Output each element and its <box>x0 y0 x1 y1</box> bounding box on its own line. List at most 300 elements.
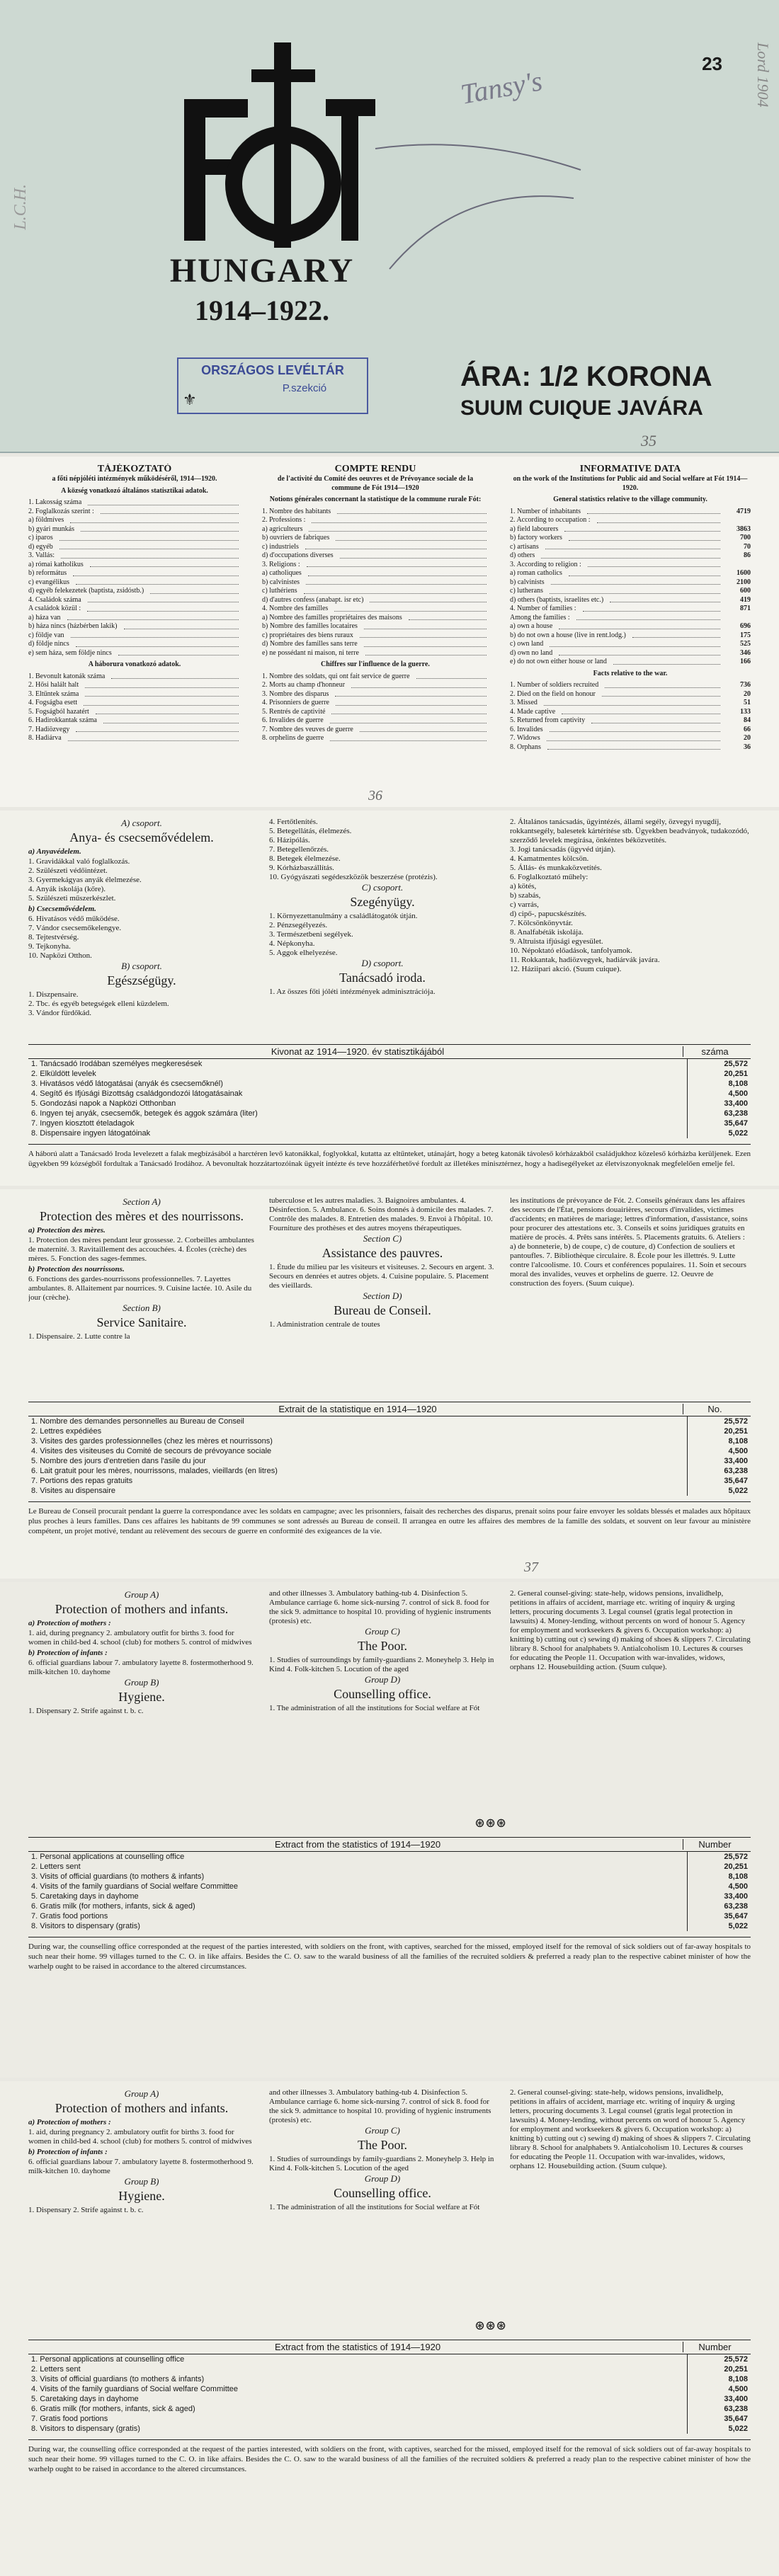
en-group: Group B) <box>124 1677 159 1688</box>
en-war-item-label: 4. Made captive <box>510 707 556 716</box>
en2-group: Group D) <box>364 2173 401 2184</box>
fr-item-label: d) d'autres confess (anabapt. isr etc) <box>262 595 364 604</box>
dot-leader <box>67 614 239 621</box>
en-li: 1. aid, during pregnancy 2. ambulatory outfit for births 3. food for women in child-bed 4. school (club) for mothers 5. control of midwives <box>28 1629 252 1647</box>
fr-table-row <box>28 1426 751 1436</box>
column-fr <box>262 464 489 743</box>
hu-item-label: a) római katholikus <box>28 560 84 568</box>
hu-table-row <box>28 1118 751 1128</box>
en-li: 1. Studies of surroundings by family-guardians 2. Moneyhelp 3. Help in Kind 4. Folk-kitchen 5. Locution of the aged <box>269 1656 494 1673</box>
hu-table-row <box>28 1099 751 1109</box>
fr-row-label: 5. Nombre des jours d'entretien dans l'asile du jour <box>31 1457 206 1465</box>
hu-group: A) csoport. <box>121 818 162 828</box>
en-war-item-value: 66 <box>744 725 751 733</box>
en-row-label: 4. Visits of the family guardians of Social welfare Committee <box>31 1882 239 1891</box>
hu-li: 4. Kamatmentes kölcsön. <box>510 854 589 863</box>
dot-leader <box>330 734 487 741</box>
dot-leader <box>90 561 239 568</box>
fr-row-label: 1. Nombre des demandes personnelles au Bureau de Conseil <box>31 1417 244 1426</box>
fr-row-value: 20,251 <box>687 1426 751 1436</box>
hu-war-item-row <box>28 672 241 682</box>
hu-item-label: 3. Vallás: <box>28 551 55 559</box>
fr-table-row <box>28 1416 751 1426</box>
fr-item-row <box>262 631 489 641</box>
hu-row-label: 7. Ingyen kiosztott ételadagok <box>31 1119 135 1128</box>
hu-row-value: 5,022 <box>687 1128 751 1138</box>
fr-item-row <box>262 614 489 623</box>
dot-leader <box>85 681 239 688</box>
fr-row-label: 6. Lait gratuit pour les mères, nourrissons, malades, vieillards (en litres) <box>31 1467 278 1475</box>
en-li: 2. General counsel-giving: state-help, widows pensions, invalidhelp, petitions in affairs of accident, marriage etc. writing of inquiry & urging letters, procuring documents 3. Legal counsel (gratis legal protection in lawsuits) 4. Money-lending, without percents on word of honour 5. Agency for employment and workseekers & givers 6. Occupation workshop: a) knitting b) cutting out c) sewing d) making of shoes & slippers 7. Circulating library 8. School for analphabets 9. Antialcoholism 10. Lectures & courses for educating the People 11. Occupation with war-invalides, widows, orphans 12. Housebuilding action. (Suum culque). <box>510 1589 751 1671</box>
fr-group: Section A) <box>123 1196 161 1207</box>
en-war-item-label: 7. Widows <box>510 734 540 742</box>
hu-li: 2. Általános tanácsadás, ügyintézés, állami segély, özvegyi nyugdíj, rokkantsegély, balesetek kártérítése stb. Ügyekben beadványok, tudakozódó, szerződő levelek megírása, önkéntes béközvetítés. <box>510 818 749 845</box>
fr-row-label: 7. Portions des repas gratuits <box>31 1477 133 1485</box>
en2-table-row <box>28 2404 751 2414</box>
hu-row-value: 4,500 <box>687 1089 751 1099</box>
fr-heading: Notions générales concernant la statistique de la commune rurale Fót: <box>269 496 482 503</box>
hu-li: 1. Az összes főti jóléti intézmények adminisztrációja. <box>269 988 436 996</box>
dot-leader <box>118 649 239 656</box>
hu-item-label: A családok közül : <box>28 605 81 612</box>
fr-item-label: b) ouvriers de fabriques <box>262 534 330 542</box>
column-en <box>510 464 751 752</box>
dot-leader <box>312 516 487 523</box>
en-war-item-row <box>510 699 751 708</box>
dot-leader <box>336 534 487 541</box>
en-war-item-row <box>510 716 751 726</box>
hu-row-label: 8. Dispensaire ingyen látogatóinak <box>31 1129 151 1138</box>
dot-leader <box>550 587 720 594</box>
dot-leader <box>306 578 487 585</box>
dot-leader <box>610 596 720 603</box>
hu-li: 5. Állás- és munkaközvetítés. <box>510 864 602 872</box>
en2-table-row <box>28 2384 751 2394</box>
en2-sec: b) Protection of infants : <box>28 2148 108 2156</box>
en-row-value: 4,500 <box>687 1882 751 1891</box>
hu-item-label: c) földje van <box>28 631 64 639</box>
en-table-heading: Extract from the statistics of 1914—1920 <box>274 1839 441 1850</box>
hu-table-row <box>28 1109 751 1118</box>
hu-item-label: b) református <box>28 569 67 577</box>
dot-leader <box>605 681 720 688</box>
fr-groups-col3 <box>510 1196 751 1288</box>
en-title: The Poor. <box>358 1639 407 1653</box>
fr-group: Section B) <box>123 1303 161 1313</box>
dot-leader <box>337 508 487 515</box>
hu-li: b) szabás, <box>510 891 541 900</box>
en-item-label: Among the families : <box>510 613 570 622</box>
hu-li: c) varrás, <box>510 900 539 909</box>
en-item-value: 871 <box>740 605 751 612</box>
en-item-label: b) factory workers <box>510 534 562 542</box>
hu-item-label: c) evangélikus <box>28 578 70 586</box>
en-heading: General statistics relative to the village community. <box>553 496 707 503</box>
en2-table-heading: Extract from the statistics of 1914—1920 <box>274 2342 441 2352</box>
hu-table-row <box>28 1079 751 1089</box>
dot-leader <box>409 614 487 621</box>
hu-war-item-row <box>28 734 241 743</box>
en-war-item-value: 133 <box>740 707 751 716</box>
en-item-label: c) lutherans <box>510 587 543 595</box>
fr-war-item-row <box>262 690 489 699</box>
dot-leader <box>550 640 720 647</box>
hu-table-row <box>28 1069 751 1079</box>
en-item-value: 4719 <box>737 507 751 515</box>
cover-years: 1914–1922. <box>195 294 329 326</box>
fr-war-item-label: 6. Invalides de guerre <box>262 716 324 724</box>
en-item-value: 166 <box>740 658 751 665</box>
cover-page <box>0 0 779 453</box>
dot-leader <box>111 672 239 680</box>
en2-group: Group C) <box>365 2125 400 2136</box>
hu-item-label: d) egyéb <box>28 542 53 551</box>
fr-li: tuberculose et les autres maladies. 3. Baignoires ambulantes. 4. Désinfection. 5. Ambulance. 6. Soins donnés à domicile des malades. 7. Contrôle des malades. 8. Entretien des malades. 9. Envoi à l'hôpital. 10. Fourniture des prothèses et des autres moyens thérapeutiques. <box>269 1196 494 1232</box>
dot-leader <box>71 631 239 639</box>
hu-item-row <box>28 525 241 534</box>
hu-item-row <box>28 569 241 578</box>
hu-item-label: c) iparos <box>28 534 53 542</box>
hu-item-row <box>28 649 241 658</box>
en-table-row <box>28 1882 751 1891</box>
en-li: and other illnesses 3. Ambulatory bathing-tub 4. Disinfection 5. Ambulance carriage 6. home sick-nursing 7. control of sick 8. food for the sick 9. admittance to hospital 10. providing of hygienic instruments (protesis) etc. <box>269 1589 491 1625</box>
hu-li: 3. Gyermekágyas anyák élelmezése. <box>28 876 142 884</box>
dot-leader <box>76 726 239 733</box>
fr-war-item-row <box>262 716 489 726</box>
fr-item-row <box>262 508 489 517</box>
dot-leader <box>76 578 239 585</box>
fr-item-label: 2. Professions : <box>262 516 306 524</box>
en-row-label: 1. Personal applications at counselling office <box>31 1853 185 1861</box>
fr-item-row <box>262 516 489 525</box>
hu-table-row <box>28 1089 751 1099</box>
en-title: INFORMATIVE DATA <box>579 464 681 474</box>
fr-item-row <box>262 605 489 614</box>
hu-item-label: a) földmíves <box>28 516 64 524</box>
hu-item-row <box>28 561 241 570</box>
en-table-row <box>28 1872 751 1882</box>
hu-heading: A község vonatkozó általános statisztikai adatok. <box>61 486 208 495</box>
hu-war-item-label: 6. Hadirokkantak száma <box>28 716 97 724</box>
hu-table-body <box>28 1059 751 1138</box>
fr-group: Section D) <box>363 1290 402 1301</box>
fot-logo-mark <box>163 42 375 248</box>
hu-item-row <box>28 543 241 552</box>
dot-leader <box>331 708 487 715</box>
hu-war-heading: A háborura vonatkozó adatok. <box>88 660 181 668</box>
fr-table-row <box>28 1466 751 1476</box>
en-item-label: c) artisans <box>510 542 539 551</box>
dot-leader <box>547 743 720 750</box>
fr-war-item-row <box>262 672 489 682</box>
en2-stat-table <box>28 2340 751 2474</box>
dot-leader <box>336 699 487 706</box>
hu-li: 8. Analfabéták iskolája. <box>510 928 584 937</box>
hu-item-row <box>28 498 241 508</box>
en2-li: 2. General counsel-giving: state-help, widows pensions, invalidhelp, petitions in affairs of accident, marriage etc. writing of inquiry & urging letters, procuring documents 3. Legal counsel (gratis legal protection in lawsuits) 4. Money-lending, without percents on word of honour 5. Agency for employment and workseekers & givers 6. Occupation workshop: a) knitting b) cutting out c) sewing d) making of shoes & slippers 7. Circulating library 8. School for analphabets 9. Antialcoholism 10. Lectures & courses for educating the People 11. Occupation with war-invalides, widows, orphans 12. Housebuilding action. (Suum culque). <box>510 2088 751 2170</box>
hu-war-item-label: 1. Bevonult katonák száma <box>28 672 106 680</box>
en2-row-label: 5. Caretaking days in dayhome <box>31 2395 139 2403</box>
hu-groups-col3 <box>510 818 751 974</box>
hu-war-items <box>28 672 241 743</box>
dot-leader <box>559 649 720 656</box>
hu-group: D) csoport. <box>361 958 404 968</box>
fr-table-row <box>28 1476 751 1486</box>
hu-groups-col1 <box>28 818 255 1018</box>
hu-li: 5. Szülészeti műszerkészlet. <box>28 894 116 903</box>
en2-li: 6. official guardians labour 7. ambulatory layette 8. fostermotherhood 9. milk-kitchen 10. dayhome <box>28 2158 254 2175</box>
hu-item-row <box>28 614 241 623</box>
en-war-item-row <box>510 690 751 699</box>
dot-leader <box>569 534 720 541</box>
en-row-value: 33,400 <box>687 1891 751 1901</box>
fr-item-row <box>262 561 489 570</box>
en-table-row <box>28 1921 751 1931</box>
en-war-item-value: 20 <box>744 689 751 698</box>
fr-li: 1. Dispensaire. 2. Lutte contre la <box>28 1332 130 1341</box>
fr-table-row <box>28 1436 751 1446</box>
dot-leader <box>101 508 239 515</box>
fr-item-row <box>262 569 489 578</box>
fr-li: 1. Protection des mères pendant leur grossesse. 2. Corbeilles ambulantes de maternité. 3. Ravitaillement des accouchées. 4. Écoles (crèche) des mères. 5. Fonction des sages-femmes. <box>28 1236 254 1263</box>
dot-leader <box>351 681 487 688</box>
fr-row-label: 2. Lettres expédiées <box>31 1427 102 1436</box>
dot-leader <box>576 614 720 621</box>
en-title: Hygiene. <box>118 1690 165 1704</box>
page-number: 23 <box>702 53 722 74</box>
fr-item-label: c) luthériens <box>262 587 297 595</box>
hu-li: 2. Tbc. és egyéb betegségek elleni küzdelem. <box>28 1000 169 1008</box>
en-item-label: a) own a house <box>510 622 553 630</box>
fot-logo <box>163 42 375 248</box>
en-group: Group C) <box>365 1626 400 1637</box>
hu-item-row <box>28 587 241 596</box>
fr-li: 6. Fonctions des gardes-nourrissons professionnelles. 7. Layettes ambulantes. 8. Allaitement par nourrices. 9. Cuisine lactée. 10. Asile du jour (crèche). <box>28 1275 252 1302</box>
dot-leader <box>632 631 720 639</box>
hu-item-label: b) gyári munkás <box>28 525 74 533</box>
en-item-label: a) field labourers <box>510 525 559 533</box>
en-item-label: d) own no land <box>510 648 553 657</box>
en-war-item-value: 20 <box>744 734 751 742</box>
dot-leader <box>613 658 720 665</box>
en2-sec: a) Protection of mothers : <box>28 2118 111 2126</box>
dot-leader <box>88 596 239 603</box>
hu-li: d) cipő-, papucskészítés. <box>510 910 587 918</box>
hu-row-value: 8,108 <box>687 1079 751 1089</box>
hu-sec: b) Csecsemővédelem. <box>28 905 96 913</box>
en-item-row <box>510 516 751 525</box>
en2-row-label: 2. Letters sent <box>31 2365 81 2374</box>
fr-war-item-row <box>262 726 489 735</box>
en-item-row <box>510 543 751 552</box>
fr-item-row <box>262 534 489 543</box>
hu-li: 12. Háziipari akció. (Suum cuique). <box>510 965 622 973</box>
en2-li: and other illnesses 3. Ambulatory bathing-tub 4. Disinfection 5. Ambulance carriage 6. home sick-nursing 7. control of sick 8. food for the sick 9. admittance to hospital 10. providing of hygienic instruments (protesis) etc. <box>269 2088 491 2124</box>
english-page <box>0 1582 779 2078</box>
en-war-item-value: 36 <box>744 743 751 751</box>
hu-item-row <box>28 551 241 561</box>
en-table-row <box>28 1911 751 1921</box>
hu-row-label: 5. Gondozási napok a Napközi Otthonban <box>31 1099 176 1108</box>
cover-title: HUNGARY <box>169 252 355 290</box>
en-war-item-label: 6. Invalides <box>510 725 543 733</box>
en-item-label: d) others <box>510 551 535 559</box>
hu-row-value: 33,400 <box>687 1099 751 1109</box>
dot-leader <box>597 516 720 523</box>
dot-leader <box>564 525 720 532</box>
fr-war-item-row <box>262 708 489 717</box>
en-war-items <box>510 681 751 752</box>
en-groups-col3 <box>510 1589 751 1672</box>
fr-row-value: 63,238 <box>687 1466 751 1476</box>
hu-stat-table <box>28 1044 751 1169</box>
dot-leader <box>87 605 239 612</box>
fr-item-label: a) Nombre des familles propriétaires des maisons <box>262 613 402 622</box>
hw-page-c: 37 <box>524 1559 538 1575</box>
hu-item-label: d) földje nincs <box>28 640 69 648</box>
hu-row-label: 6. Ingyen tej anyák, csecsemők, betegek és aggok számára (liter) <box>31 1109 258 1118</box>
dot-leader <box>335 690 487 697</box>
en2-table-row <box>28 2424 751 2434</box>
hu-table-heading: Kivonat az 1914—1920. év statisztikájából <box>271 1046 445 1057</box>
dot-leader <box>68 734 239 741</box>
dot-leader <box>307 561 487 568</box>
en-groups-col2 <box>269 1589 496 1713</box>
hu-war-item-row <box>28 699 241 708</box>
fr-title: COMPTE RENDU <box>334 464 416 474</box>
en-table-row <box>28 1862 751 1872</box>
hu-war-item-row <box>28 690 241 699</box>
fr-row-value: 8,108 <box>687 1436 751 1446</box>
fr-li: 1. Administration centrale de toutes <box>269 1320 380 1329</box>
hu-item-label: d) egyéb felekezetek (baptista, zsidóstb.) <box>28 587 144 595</box>
hu-li: 1. Gravidákkal való foglalkozás. <box>28 857 130 866</box>
dot-leader <box>84 699 239 706</box>
hu-li: 6. Házipólás. <box>269 836 310 845</box>
hu-war-item-label: 7. Hadiözvegy <box>28 725 70 733</box>
en-war-item-row <box>510 734 751 743</box>
dot-leader <box>88 498 239 505</box>
en2-row-label: 8. Visitors to dispensary (gratis) <box>31 2425 140 2433</box>
en-sec: b) Protection of infants : <box>28 1649 108 1657</box>
en-row-label: 7. Gratis food portions <box>31 1912 108 1920</box>
en-item-label: a) roman catholics <box>510 569 562 577</box>
dot-leader <box>59 543 239 550</box>
en2-row-value: 63,238 <box>687 2404 751 2414</box>
fr-item-row <box>262 543 489 552</box>
hu-row-label: 2. Elküldött levelek <box>31 1070 96 1078</box>
dot-leader <box>309 525 487 532</box>
fr-war-item-label: 7. Nombre des veuves de guerre <box>262 725 353 733</box>
fr-groups-col2 <box>269 1196 496 1329</box>
fr-war-item-row <box>262 734 489 743</box>
en-item-value: 525 <box>740 640 751 648</box>
fr-item-row <box>262 640 489 649</box>
hu-item-label: 4. Családok száma <box>28 595 81 604</box>
en-item-row <box>510 605 751 614</box>
en2-group: Group B) <box>124 2176 159 2187</box>
fr-sec: b) Protection des nourrissons. <box>28 1265 125 1273</box>
hu-li: 10. Népoktató előadások, tanfolyamok. <box>510 946 632 955</box>
hu-li: 11. Rokkantak, hadiözvegyek, hadiárvák javára. <box>510 956 660 964</box>
fr-item-label: b) Nombre des familles locataires <box>262 622 358 630</box>
en-war-item-label: 5. Returned from captivity <box>510 716 586 724</box>
en-item-row <box>510 640 751 649</box>
fr-war-item-label: 3. Nombre des disparus <box>262 689 329 698</box>
hu-war-item-label: 4. Fogságba esett <box>28 699 78 706</box>
en-item-row <box>510 551 751 561</box>
en-item-row <box>510 508 751 517</box>
dot-leader <box>85 690 239 697</box>
en-item-row <box>510 587 751 596</box>
en2-row-label: 6. Gratis milk (for mothers, infants, sick & aged) <box>31 2405 195 2413</box>
fr-war-item-label: 8. orphelins de guerre <box>262 734 324 742</box>
fr-item-row <box>262 525 489 534</box>
fr-title: Protection des mères et des nourrissons. <box>40 1209 244 1223</box>
hu-item-row <box>28 631 241 641</box>
fr-war-item-label: 4. Prisonniers de guerre <box>262 699 329 706</box>
en-war-item-label: 2. Died on the field on honour <box>510 689 596 698</box>
hu-item-row <box>28 508 241 517</box>
dot-leader <box>81 525 239 532</box>
en-table-row <box>28 1891 751 1901</box>
dot-leader <box>360 631 487 639</box>
en-item-row <box>510 631 751 641</box>
dot-leader <box>96 708 239 715</box>
en2-row-label: 4. Visits of the family guardians of Social welfare Committee <box>31 2385 239 2393</box>
hu-title: Tanácsadó iroda. <box>339 971 426 985</box>
fr-war-item-label: 2. Morts au champ d'honneur <box>262 681 346 689</box>
hu-war-item-row <box>28 726 241 735</box>
ornament-icon: ⊛⊛⊛ <box>474 1816 507 1830</box>
dot-leader <box>70 516 239 523</box>
en-item-value <box>727 614 751 623</box>
fr-item-row <box>262 596 489 605</box>
hu-li: 9. Tejkonyha. <box>28 942 71 951</box>
en-group: Group A) <box>124 1589 159 1600</box>
en2-table-body <box>28 2354 751 2434</box>
fr-item-label: 1. Nombre des habitants <box>262 507 331 515</box>
hu-row-label: 3. Hivatásos védő látogatásai (anyák és csecsemőknél) <box>31 1080 223 1088</box>
en-sec: a) Protection of mothers : <box>28 1619 111 1627</box>
en-war-item-row <box>510 681 751 690</box>
en2-row-value: 4,500 <box>687 2384 751 2394</box>
en2-group: Group A) <box>124 2088 159 2099</box>
hu-war-item-row <box>28 708 241 717</box>
dot-leader <box>305 543 487 550</box>
hu-li: 1. Környezettanulmány a családlátogatók útján. <box>269 912 418 920</box>
dot-leader <box>541 551 720 559</box>
hu-li: 8. Betegek élelmezése. <box>269 854 341 863</box>
hu-war-item-label: 2. Hősi halált halt <box>28 681 79 689</box>
hu-war-item-label: 3. Eltűntek száma <box>28 689 79 698</box>
hu-li: 3. Jogi tanácsadás (ügyvéd útján). <box>510 845 616 854</box>
en-war-item-value: 84 <box>744 716 751 724</box>
en-item-value: 700 <box>740 534 751 542</box>
hu-item-label: 2. Foglalkozás szerint : <box>28 507 94 515</box>
en2-title: Hygiene. <box>118 2189 165 2203</box>
hu-items <box>28 498 241 658</box>
en2-groups-col1 <box>28 2088 255 2215</box>
fr-row-label: 4. Visites des visiteuses du Comité de secours de prévoyance sociale <box>31 1447 272 1455</box>
dot-leader <box>59 534 239 541</box>
hu-row-value: 63,238 <box>687 1109 751 1118</box>
column-hu <box>28 464 241 743</box>
en-row-value: 35,647 <box>687 1911 751 1921</box>
en2-table-row <box>28 2354 751 2364</box>
dot-leader <box>569 569 720 576</box>
en-item-value: 3863 <box>737 525 751 533</box>
